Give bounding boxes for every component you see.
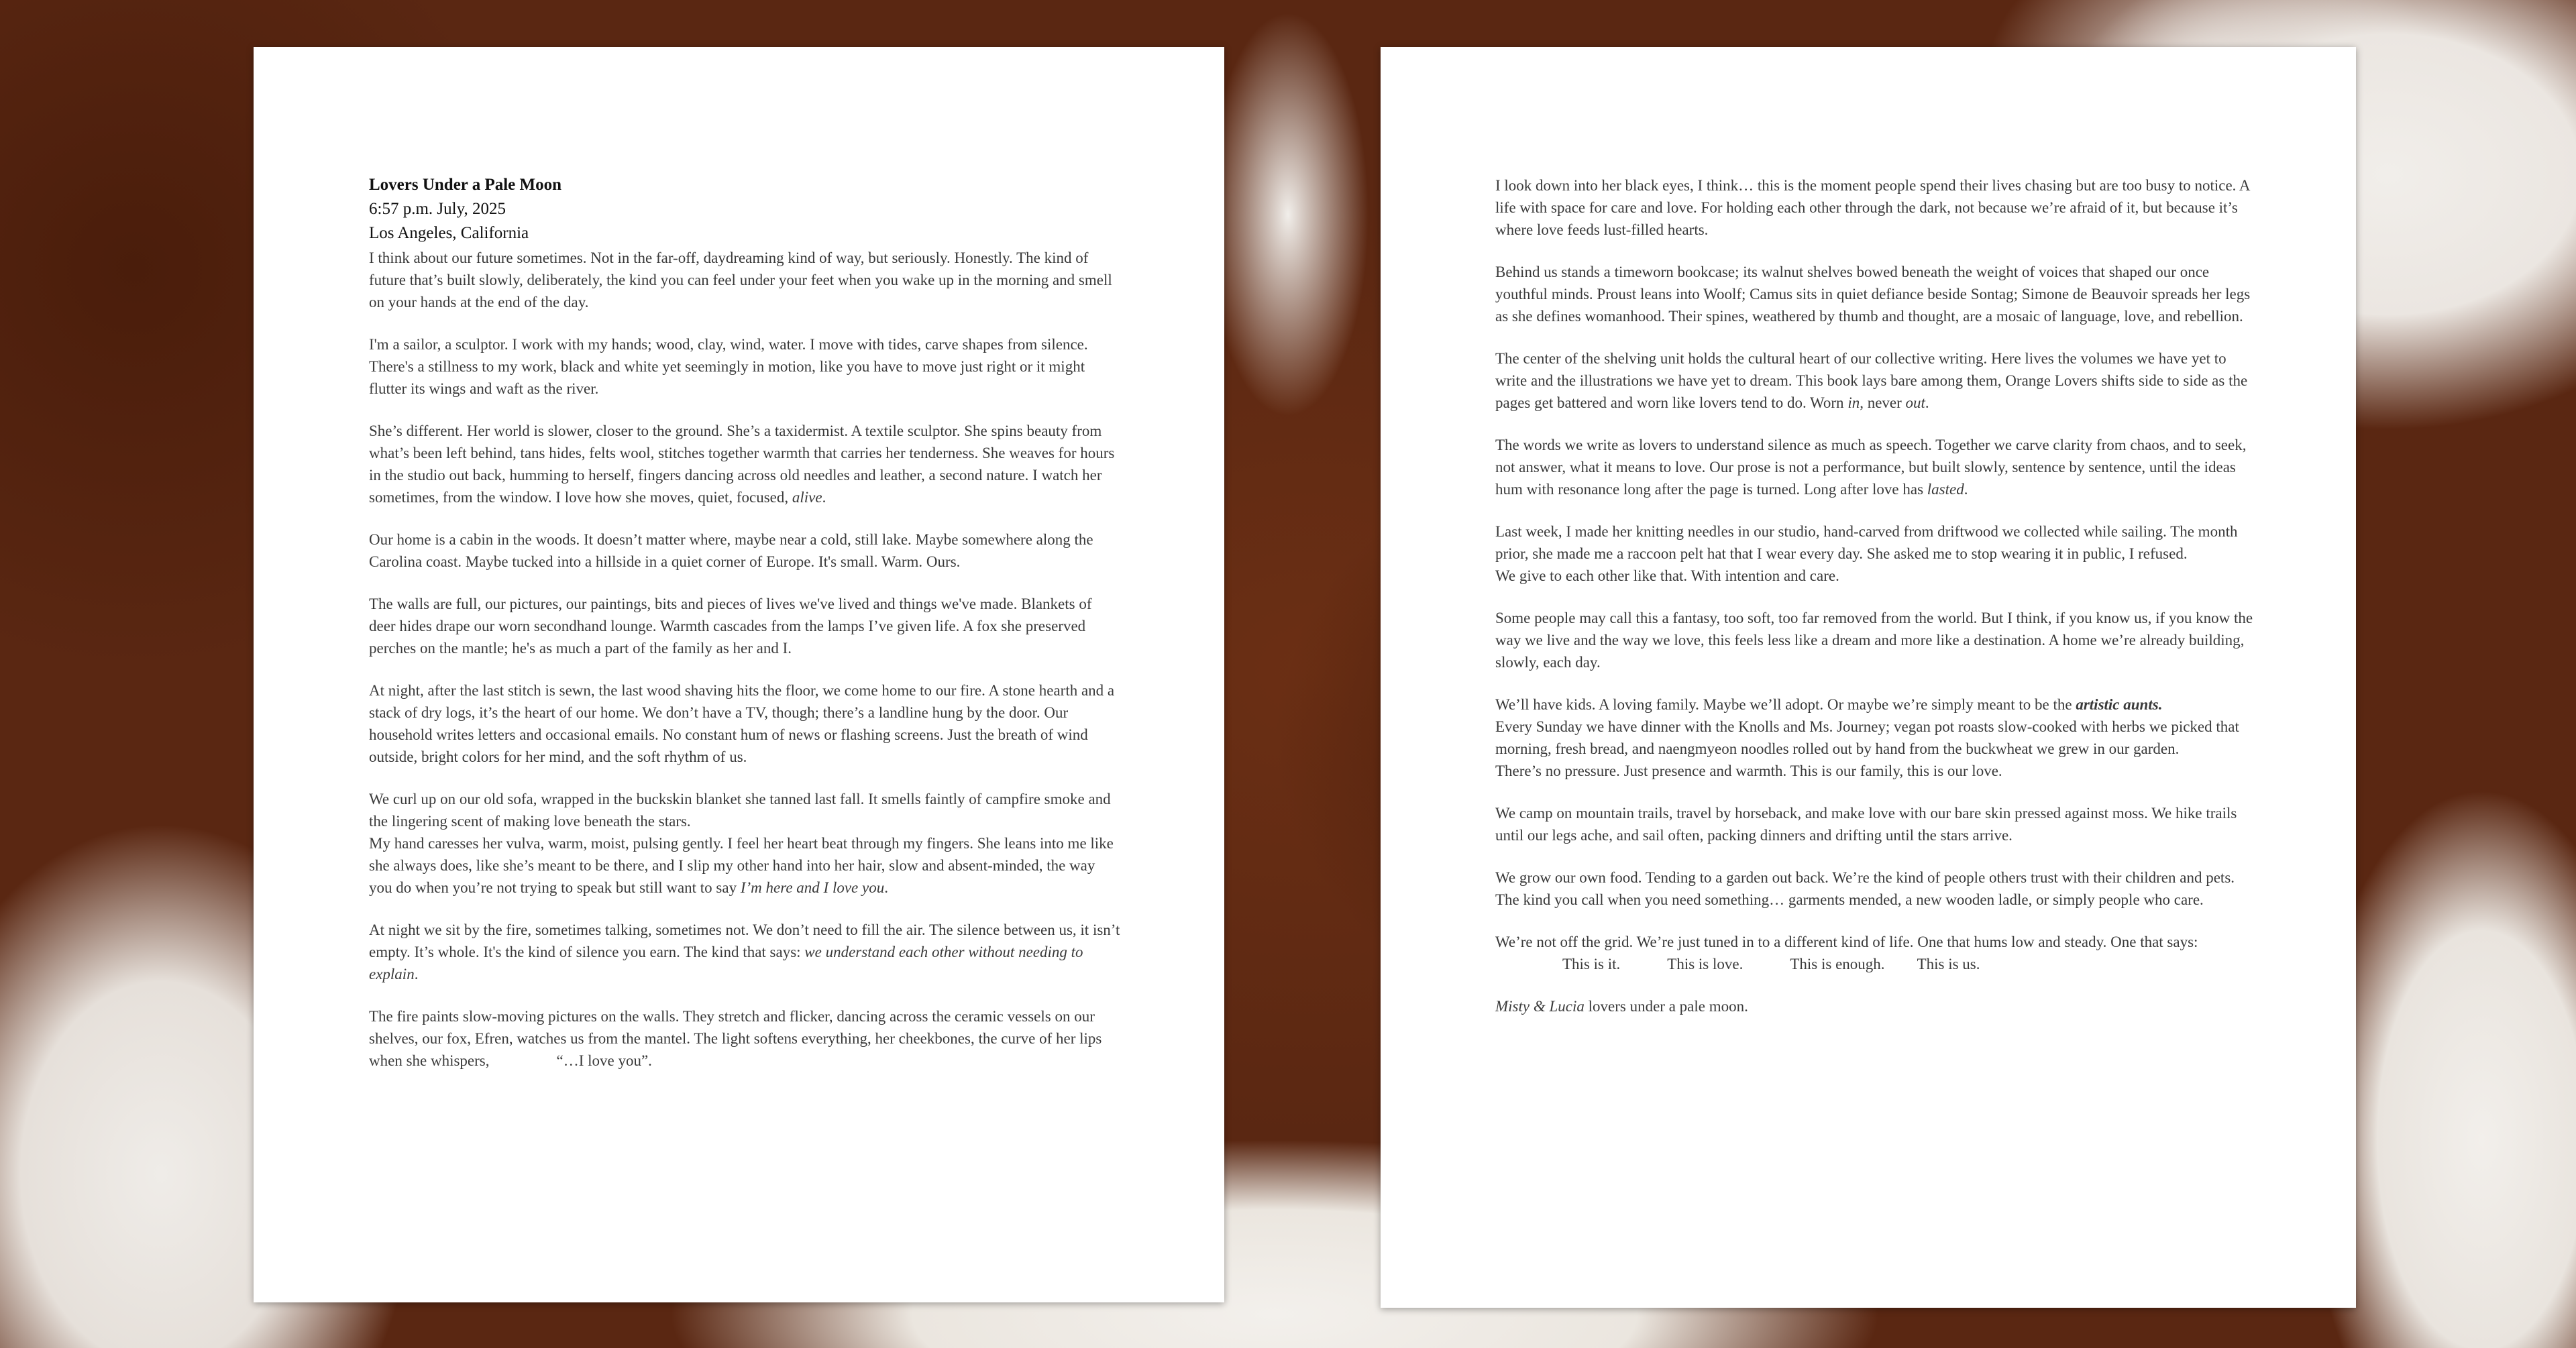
paragraph-text: The center of the shelving unit holds the cultural heart of our collective writing. Here lives the volumes we have yet to write and the illustrations we have yet to dream. This book lays bare among them, Orange Lovers shifts side to side as the pages get battered and worn like lovers tend to do. Worn xyxy=(1495,350,2248,411)
emphasis-text: lasted xyxy=(1927,481,1964,498)
paragraph: I'm a sailor, a sculptor. I work with my hands; wood, clay, wind, water. I move with tides, carve shapes from silence. There's a stillness to my work, black and white yet seemingly in motion, like you have to move just right or it might flutter its wings and waft as the river. xyxy=(369,336,1088,397)
paragraph-text: . xyxy=(884,879,888,896)
affirmation-text: This is love. xyxy=(1667,956,1743,972)
paragraph-text: My hand caresses her vulva, warm, moist, pulsing gently. I feel her heart beat through my fingers. She leans into me like she always does, like she’s meant to be there, and I slip my other hand into her hair, slow and absent-minded, the way you do when you’re not trying to speak but still want to say xyxy=(369,835,1114,896)
paragraph: Our home is a cabin in the woods. It doesn’t matter where, maybe near a cold, still lake. Maybe somewhere along the Carolina coast. Maybe tucked into a hillside in a quiet corner of Europe. It's small. Warm. Ours. xyxy=(369,531,1093,570)
strong-emphasis-text: artistic aunts. xyxy=(2076,696,2163,713)
paragraph-text: We give to each other like that. With intention and care. xyxy=(1495,567,1839,584)
paragraph xyxy=(369,788,1120,899)
document-datetime: 6:57 p.m. July, 2025 xyxy=(369,200,506,218)
quote-text: “…I love you”. xyxy=(556,1052,652,1069)
affirmation-text: This is enough. xyxy=(1790,956,1885,972)
emphasis-text: in xyxy=(1847,394,1860,411)
paragraph xyxy=(1495,347,2253,414)
paragraph-text: There’s no pressure. Just presence and warmth. This is our family, this is our love. xyxy=(1495,763,2002,779)
emphasis-text: alive xyxy=(792,489,822,506)
emphasis-text: out xyxy=(1905,394,1925,411)
paragraph-text: , never xyxy=(1860,394,1906,411)
paragraph: At night, after the last stitch is sewn, the last wood shaving hits the floor, we come home to our fire. A stone hearth and a stack of dry logs, it’s the heart of our home. We don’t have a TV, though; there’s a landline hung by the door. Our household writes letters and occasional emails. No constant hum of news or flashing screens. Just the breath of wind outside, bright colors for her mind, and the soft rhythm of us. xyxy=(369,682,1115,765)
paragraph: Behind us stands a timeworn bookcase; its walnut shelves bowed beneath the weight of voices that shaped our once youthful minds. Proust leans into Woolf; Camus sits in quiet defiance beside Sontag; Simone de Beauvoir spreads her legs as she defines womanhood. Their spines, weathered by thumb and thought, are a mosaic of language, love, and rebellion. xyxy=(1495,264,2251,325)
paragraph-text: We’re not off the grid. We’re just tuned in to a different kind of life. One that hums low and steady. One that says: xyxy=(1495,934,2198,950)
document-location: Los Angeles, California xyxy=(369,224,529,242)
paragraph-text: . xyxy=(1964,481,1968,498)
paragraph-text: We’ll have kids. A loving family. Maybe we’ll adopt. Or maybe we’re simply meant to be the xyxy=(1495,696,2076,713)
signature-text: lovers under a pale moon. xyxy=(1584,998,1748,1015)
right-page xyxy=(1381,47,2356,1308)
paragraph: We camp on mountain trails, travel by horseback, and make love with our bare skin pressed against moss. We hike trails until our legs ache, and sail often, packing dinners and drifting until the stars arrive. xyxy=(1495,805,2237,844)
paragraph xyxy=(369,420,1120,508)
paragraph-text: Last week, I made her knitting needles in our studio, hand-carved from driftwood we collected while sailing. The month prior, she made me a raccoon pelt hat that I wear every day. She asked me to stop wearing it in public, I refused. xyxy=(1495,523,2238,562)
paragraph-text: Every Sunday we have dinner with the Knolls and Ms. Journey; vegan pot roasts slow-cooked with herbs we picked that morning, fresh bread, and naengmyeon noodles rolled out by hand from the buckwheat we grew in our garden. xyxy=(1495,718,2239,757)
document-title: Lovers Under a Pale Moon xyxy=(369,176,562,194)
paragraph-text: At night we sit by the fire, sometimes talking, sometimes not. We don’t need to fill the air. The silence between us, it isn’t empty. It’s whole. It's the kind of silence you earn. The kind that says: xyxy=(369,921,1120,960)
left-page xyxy=(254,47,1224,1302)
paragraph-text: The fire paints slow-moving pictures on the walls. They stretch and flicker, dancing across the ceramic vessels on our shelves, our fox, Efren, watches us from the mantel. The light softens everything, her cheekbones, the curve of her lips when she whispers, xyxy=(369,1008,1102,1069)
paragraph-text: We curl up on our old sofa, wrapped in the buckskin blanket she tanned last fall. It smells faintly of campfire smoke and the lingering scent of making love beneath the stars. xyxy=(369,791,1111,830)
affirmation-text: This is it. xyxy=(1562,956,1621,972)
signature-names: Misty & Lucia xyxy=(1495,998,1585,1015)
paragraph xyxy=(1495,520,2253,587)
right-page-content xyxy=(1495,174,2253,1037)
paragraph: The walls are full, our pictures, our paintings, bits and pieces of lives we've lived and things we've made. Blankets of deer hides drape our worn secondhand lounge. Warmth cascades from the lamps I’ve given life. A fox she preserved perches on the mantle; he's as much a part of the family as her and I. xyxy=(369,596,1092,657)
signature-line xyxy=(1495,995,2253,1017)
paragraph-text: . xyxy=(414,966,419,982)
affirmation-text: This is us. xyxy=(1917,956,1980,972)
paragraph-text: . xyxy=(1925,394,1929,411)
left-page-content xyxy=(369,173,1120,1092)
emphasis-text: I’m here and I love you xyxy=(740,879,885,896)
paragraph xyxy=(1495,693,2253,782)
paragraph xyxy=(1495,931,2253,975)
paragraph: I think about our future sometimes. Not in the far-off, daydreaming kind of way, but seriously. Honestly. The kind of future that’s built slowly, deliberately, the kind you can feel under your feet when you wake up in the morning and smell on your hands at the end of the day. xyxy=(369,249,1112,311)
emphasis-text: we understand each other without needing to explain xyxy=(369,944,1083,982)
paragraph-text: The words we write as lovers to understand silence as much as speech. Together we carve clarity from chaos, and to seek, not answer, what it means to love. Our prose is not a performance, but built slowly, sentence by sentence, until the ideas hum with resonance long after the page is turned. Long after love has xyxy=(1495,437,2247,498)
paragraph xyxy=(369,1005,1120,1072)
paragraph: I look down into her black eyes, I think… this is the moment people spend their lives chasing but are too busy to notice. A life with space for care and love. For holding each other through the dark, not because we’re afraid of it, but because it’s where love feeds lust-filled hearts. xyxy=(1495,177,2250,238)
paragraph-text: She’s different. Her world is slower, closer to the ground. She’s a taxidermist. A textile sculptor. She spins beauty from what’s been left behind, tans hides, felts wool, stitches together warmth that carries her tenderness. She weaves for hours in the studio out back, humming to herself, fingers dancing across old needles and leather, a second nature. I watch her sometimes, from the window. I love how she moves, quiet, focused, xyxy=(369,423,1115,506)
paragraph-text: . xyxy=(822,489,826,506)
paragraph xyxy=(1495,434,2253,500)
paragraph: We grow our own food. Tending to a garden out back. We’re the kind of people others trust with their children and pets. The kind you call when you need something… garments mended, a new wooden ladle, or simply people who care. xyxy=(1495,869,2235,908)
paragraph xyxy=(369,919,1120,985)
paragraph: Some people may call this a fantasy, too soft, too far removed from the world. But I think, if you know us, if you know the way we live and the way we love, this feels less like a dream and more like a destination. A home we’re already building, slowly, each day. xyxy=(1495,610,2253,671)
